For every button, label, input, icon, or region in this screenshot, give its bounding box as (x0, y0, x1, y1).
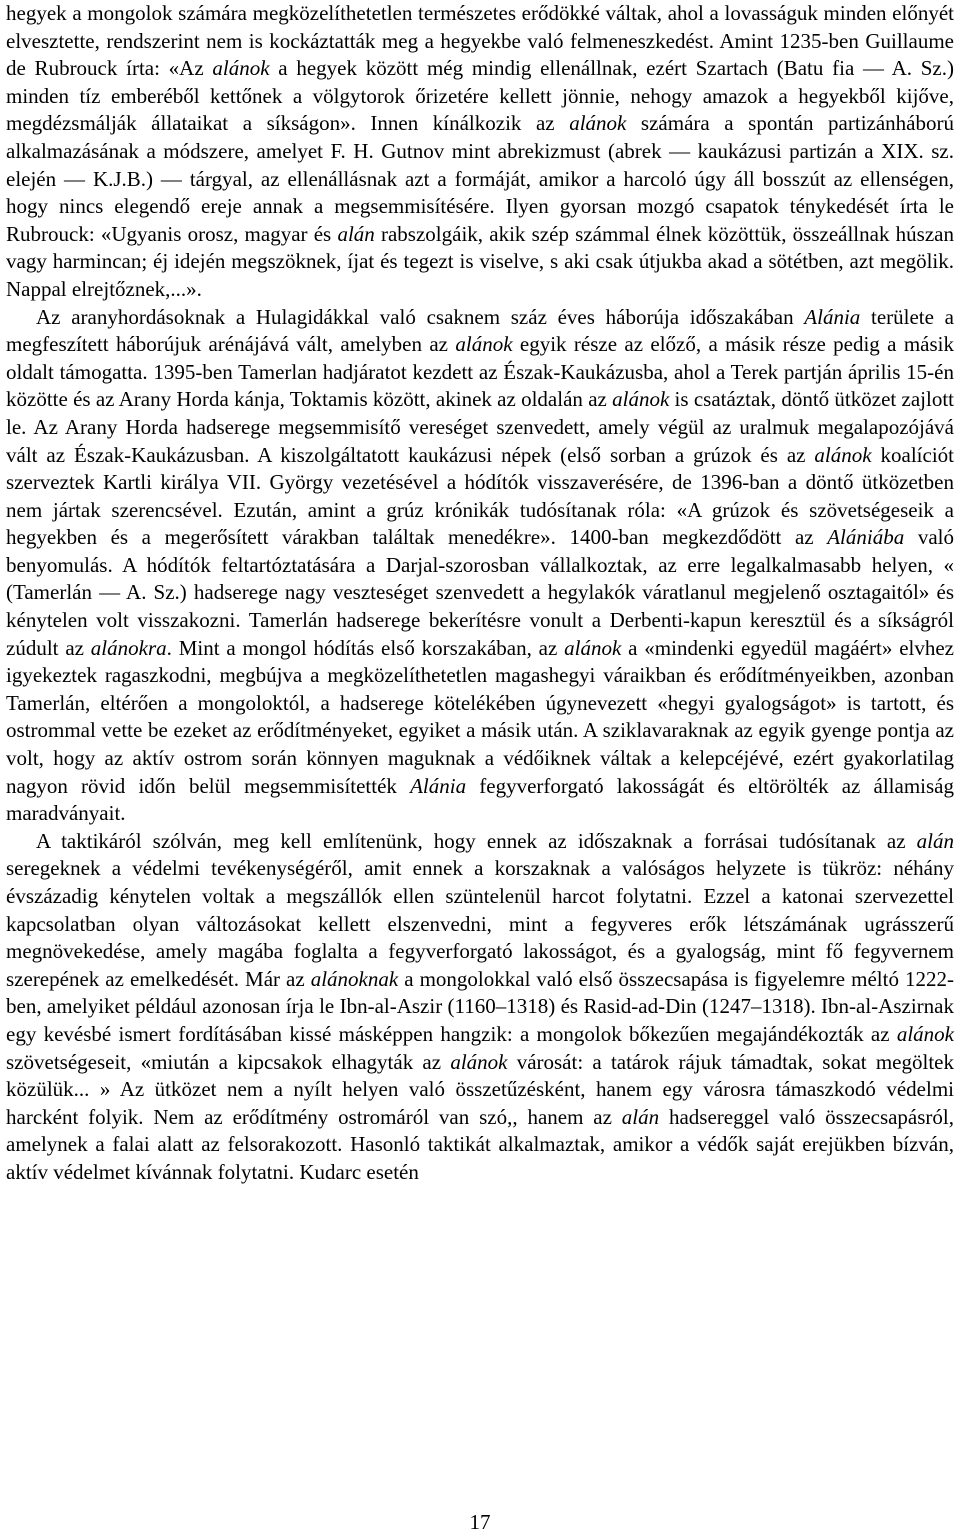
text-run: hadsereggel való összecsapásról, amelynek a falai alatt az felsorakozott. Hasonló taktikát alkalmaztak, amikor a védők saját erejükben bízván, aktív védelmet kívánnak folytatni. Kudarc esetén (6, 1104, 955, 1184)
paragraph-3 (6, 828, 954, 1187)
text-run: egyik része az előző, a másik része pedig a másik oldalt támogatta. 1395-ben Tamerlan hadjáratot kezdett az Észak-Kaukázusba, ahol a Terek partján április 15-én közötte és az Arany Horda kánja, Toktamis között, akinek az oldalán az (6, 332, 954, 412)
text-run: . Mint a mongol hódítás első korszakában, az (166, 635, 565, 660)
text-run: koalíciót szerveztek Kartli királya VII. György vezetésével a hódítók visszaverésére, de 1396-ban a döntő ütközetben nem jártak szerencsével. Ezután, amint a grúz krónikák tudósítanak róla: «A grúzok és szövetségeseik a hegyekben és a megerősített várakban találtak menedékre». 1400-ban megkezdődött az (6, 442, 955, 550)
paragraph-1 (6, 0, 954, 304)
italic-term: alánok (212, 56, 270, 81)
text-run: területe a megfeszített háborújuk arénájává vált, amelyben az (6, 304, 954, 357)
text-run: A taktikáról szólván, meg kell említenünk, hogy ennek az időszaknak a forrásai tudósítanak az (36, 828, 917, 853)
text-run: seregeknek a védelmi tevékenységéről, amit ennek a korszaknak a valóságos helyzete is tükröz: néhány évszázadig kénytelen voltak a megszállók ellen szüntelenül harcot folytatni. Ezzel a katonai szervezettel kapcsolatban olyan változásokat kellett elszenvedni, mint a fegyveres erők létszámának ugrásszerű megnövekedése, amely magába foglalta a fegyverforgató lakosságot, és a gyalogság, mint fő fegyvernem szerepének az emelkedését. Már az (6, 856, 954, 991)
italic-term: alánoknak (310, 966, 399, 991)
italic-term: Alánia (804, 304, 861, 329)
italic-term: alán (337, 221, 375, 246)
text-run: való benyomulás. A hódítók feltartóztatására a Darjal-szorosban vállalkoztak, az erre legalkalmasabb helyen, « (Tamerlán ― A. Sz.) hadserege nagy veszteséget szenvedett a hegylakók váratlanul megjelenő osztagaitól» és kénytelen volt visszakozni. Tamerlán hadserege bekerítésre vonult a Derbenti-kapun keresztül és a síkságról zúdult az (6, 525, 955, 660)
paragraph-2 (6, 304, 954, 828)
text-run: rabszolgáik, akik szép számmal élnek közöttük, összeállnak húszan vagy harmincan; éj idején megszöknek, íjat és tegezt is viselve, s aki csak útjukba akad a sötétben, azt megölik. Nappal elrejtőznek,...». (6, 221, 954, 301)
text-run: Az aranyhordásoknak a Hulagidákkal való csaknem száz éves háborúja időszakában (36, 304, 805, 329)
text-run: hegyek a mongolok számára megközelíthetetlen természetes erődökké váltak, ahol a lovasságuk minden előnyét elvesztette, rendszerint nem is kockáztatták meg a hegyekbe való felmeneszkedést. Amint 1235-ben Guillaume de Rubrouck írta: «Az (6, 1, 954, 81)
italic-term: alánok (896, 1021, 954, 1046)
italic-term: alán (916, 828, 954, 853)
italic-term: alánokra (90, 635, 167, 660)
italic-term: alán (621, 1104, 660, 1129)
text-run: a hegyek között még mindig ellenállnak, ezért Szartach (Batu fia ― A. Sz.) minden tíz emberéből kettőnek a völgytorok őrizetére kellett jönnie, nehogy amazok a hegyekből kijőve, megdézsmálják állataikat a síkságon». Innen kínálkozik az (6, 56, 954, 136)
text-run: is csatáztak, döntő ütközet zajlott le. Az Arany Horda hadserege megsemmisítő vereséget szenvedett, amely végül az uralmuk megalapozójává vált az Észak-Kaukázusban. A kiszolgáltatott kaukázusi népek (első sorban a grúzok és az (6, 387, 955, 467)
italic-term: alánok (455, 332, 513, 357)
italic-term: alánok (564, 635, 622, 660)
italic-term: alánok (814, 442, 872, 467)
text-run: számára a spontán partizánháború alkalmazásának a módszere, amelyet F. H. Gutnov mint abrekizmust (abrek ― kaukázusi partizán a XIX. sz. elején ― K.J.B.) ― tárgyal, az ellenállásnak azt a formáját, amikor a harcoló úgy áll bosszút az ellenségen, hogy nincs elegendő ereje annak a megsemmisítésére. Ilyen gyorsan mozgó csapatok ténykedését írta le Rubrouck: «Ugyanis orosz, magyar és (6, 111, 954, 246)
text-run: városát: a tatárok rájuk támadtak, sokat megöltek közülük... » Az ütközet nem a nyílt helyen való összetűzésként, hanem egy városra támaszkodó védelmi harcként folyik. Nem az erődítmény ostromáról van szó,, hanem az (6, 1049, 954, 1129)
italic-term: alánok (450, 1049, 508, 1074)
italic-term: Alániába (827, 525, 905, 550)
text-run: fegyverforgató lakosságát és eltörölték az államiság maradványait. (6, 773, 955, 826)
text-run: a «mindenki egyedül magáért» elvhez igyekeztek ragaszkodni, megbújva a megközelíthetetlen magashegyi váraikban és erődítményeikben, azonban Tamerlán, eltérően a mongoloktól, a hadserege kötelékében úgynevezett «hegyi gyalogságot» is tartott, és ostrommal vette be ezeket az erődítményeket, egyiket a másik után. A sziklavaraknak az egyik gyenge pontja az volt, hogy az aktív ostrom során könnyen maguknak a védőiknek váltak a kelepcéjévé, ezért gyakorlatilag nagyon rövid időn belül megsemmisítették (6, 635, 954, 798)
page-number: 17 (469, 1510, 491, 1534)
italic-term: alánok (612, 387, 670, 412)
italic-term: Alánia (410, 773, 467, 798)
text-run: szövetségeseit, «miután a kipcsakok elhagyták az (6, 1049, 451, 1074)
text-run: a mongolokkal való első összecsapása is figyelemre méltó 1222-ben, amelyiket például azonosan írja le Ibn-al-Aszir (1160–1318) és Rasid-ad-Din (1247–1318). Ibn-al-Aszirnak egy kevésbé ismert fordításában kissé másképpen hangzik: a mongolok bőkezűen megajándékozták az (6, 966, 954, 1046)
italic-term: alánok (569, 111, 627, 136)
